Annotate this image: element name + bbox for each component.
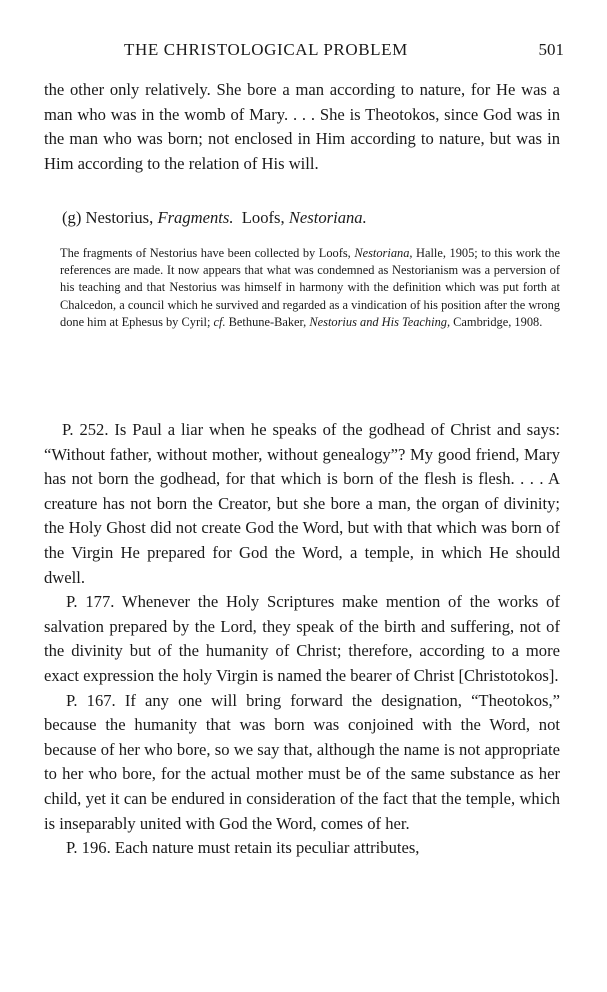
editorial-note bbox=[60, 245, 560, 331]
page-number: 501 bbox=[538, 40, 564, 59]
fragment-paragraph: P. 177. Whenever the Holy Scriptures make mention of the works of salvation prepared by the Lord, they speak of the birth and suffering, not of the divinity but of the humanity of Christ; therefore, according to a more exact expression the holy Virgin is named the bearer of Christ [Christotokos]. bbox=[44, 592, 560, 685]
note-part4: Cambridge, 1908. bbox=[453, 314, 543, 329]
fragment-paragraph: P. 167. If any one will bring forward the designation, “Theotokos,” because the humanity that was born was conjoined with the Word, not because of her who bore, so we say that, although the name is not appropriate to her who bore, for the actual mother must be of the same substance as her child, yet it can be endured in consideration of the fact that the temple, which is inseparably united with God the Word, comes of her. bbox=[44, 690, 560, 833]
opening-paragraph: the other only relatively. She bore a man according to nature, for He was a man who was in the womb of Mary. . . . She is Theotokos, since God was in the man who was born; not enclosed in Him according to nature, but was in Him according to the relation of His will. bbox=[44, 80, 560, 173]
fragment-paragraph: P. 196. Each nature must retain its peculiar attributes, bbox=[66, 838, 420, 858]
section-work: Fragments. bbox=[157, 208, 234, 227]
section-source-author: Loofs, bbox=[241, 208, 285, 227]
note-cf: cf. bbox=[213, 314, 226, 329]
fragments-text bbox=[44, 418, 560, 861]
section-label: (g) bbox=[62, 208, 82, 227]
section-heading bbox=[62, 208, 367, 228]
section-author: Nestorius, bbox=[85, 208, 154, 227]
running-title: THE CHRISTOLOGICAL PROBLEM bbox=[124, 40, 408, 59]
note-part3: Bethune-Baker, bbox=[228, 314, 307, 329]
note-part2: Halle, 1905; to this work the references are made. It now appears that what was condemned as Nestorianism was a perversion of his teaching and that Nestorius was himself in harmony with the definition which was put forth at Chalcedon, a council which he survived and regarded as a vindication of his position after the wrong done him at Ephesus by Cyril; bbox=[60, 246, 561, 329]
note-part1: The fragments of Nestorius have been collected by Loofs, bbox=[60, 246, 351, 260]
running-header bbox=[44, 40, 564, 64]
section-source-work: Nestoriana. bbox=[288, 208, 367, 227]
fragment-paragraph: P. 252. Is Paul a liar when he speaks of the godhead of Christ and says: “Without father, without mother, without genealogy”? My good friend, Mary has not born the godhead, for that which is born of the flesh is flesh. . . . A creature has not born the Creator, but she bore a man, the organ of divinity; the Holy Ghost did not create God the Word, but with that which was born of the Virgin He prepared for God the Word, a temple, in which He should dwell. bbox=[44, 420, 560, 587]
opening-text bbox=[44, 78, 560, 176]
note-title1: Nestoriana, bbox=[354, 246, 413, 260]
note-title2: Nestorius and His Teaching, bbox=[309, 314, 451, 329]
